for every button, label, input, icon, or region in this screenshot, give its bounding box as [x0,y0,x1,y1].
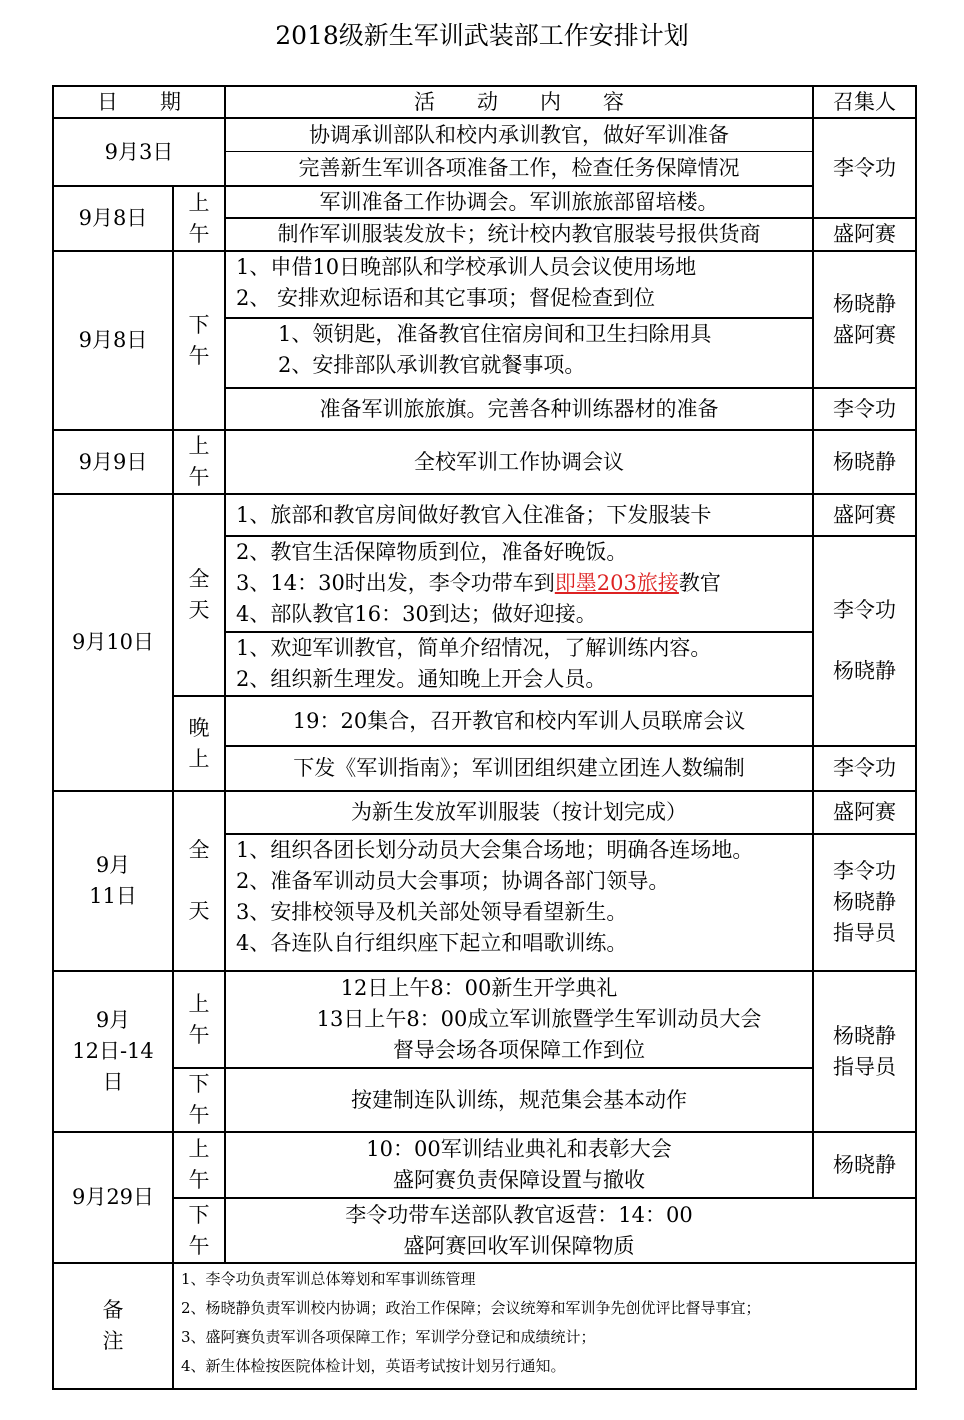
period-char: 下 [188,1072,210,1096]
task-line: 13日上午8：00成立军训旅暨学生军训动员大会 [316,1007,762,1031]
task-line: 4、部队教官16：30到达；做好迎接。 [236,602,597,626]
period-char: 午 [188,221,210,246]
task-0908am-2: 制作军训服装发放卡；统计校内教官服装号报供货商 [277,222,761,246]
task-line: 盛阿赛回收军训保障物质 [403,1233,635,1258]
date-line: 9月 [95,853,131,877]
persons-0908pm [814,252,915,387]
date-0903: 9月3日 [104,139,174,164]
task-line: 李令功带车送部队教官返营：14：00 [345,1202,693,1227]
period-char: 上 [188,1137,210,1161]
header-content: 活 动 内 容 [414,89,624,114]
person-0911-1: 盛阿赛 [833,800,896,824]
task-0912-pm: 按建制连队训练，规范集会基本动作 [351,1087,687,1112]
person-name: 指导员 [833,921,896,945]
notes-label [54,1264,172,1388]
notes-label-char: 备 [102,1298,124,1322]
page-title: 2018级新生军训武装部工作安排计划 [275,21,689,50]
person-0910-1: 盛阿赛 [833,502,896,527]
note-line: 2、杨晓静负责军训校内协调；政治工作保障；会议统筹和军训争先创优评比督导事宜； [181,1299,761,1317]
task-line: 督导会场各项保障工作到位 [393,1038,645,1062]
task-line: 1、组织各团长划分动员大会集合场地；明确各连场地。 [236,838,754,862]
date-line: 9月 [95,1008,131,1032]
period-0912-am [174,972,224,1067]
period-0908-am [174,187,224,250]
persons-0912 [814,972,915,1131]
task-line [236,568,721,599]
person-name: 指导员 [833,1054,896,1079]
task-block-0912-am [226,972,812,1067]
period-0910-night [174,697,224,790]
person-0929-am: 杨晓静 [833,1152,896,1177]
date-line: 日 [102,1070,124,1094]
header-date: 日 期 [97,89,181,114]
period-char: 午 [188,1022,210,1047]
person-name: 李令功 [833,598,896,622]
period-0911 [174,792,224,970]
task-line: 4、各连队自行组织座下起立和唱歌训练。 [236,931,628,955]
task-0903-2: 完善新生军训各项准备工作，检查任务保障情况 [298,156,740,180]
task-text: 教官 [678,571,721,595]
task-line: 2、 安排欢迎标语和其它事项；督促检查到位 [236,286,656,310]
period-char: 下 [188,312,210,337]
person-0910-5: 李令功 [833,756,896,780]
period-char: 天 [188,899,210,923]
period-0910-day [174,495,224,695]
person-0909: 杨晓静 [833,449,896,474]
period-char: 午 [188,1103,210,1127]
period-char: 午 [188,1233,210,1258]
task-line: 10：00军训结业典礼和表彰大会 [366,1137,672,1161]
period-char: 午 [188,343,210,368]
person-0908pm-3: 李令功 [833,396,896,421]
task-line: 12日上午8：00新生开学典礼 [340,976,618,1000]
task-line: 2、准备军训动员大会事项；协调各部门领导。 [236,869,670,893]
location-link: 即墨203旅接 [554,571,679,595]
task-text: 3、14：30时出发，李令功带车到 [236,571,555,595]
notes-list [181,1265,761,1381]
task-0908am-1: 军训准备工作协调会。军训旅旅部留培楼。 [319,189,719,214]
person-name: 杨晓静 [833,659,896,683]
task-line: 2、安排部队承训教官就餐事项。 [278,353,586,377]
task-0910-4: 19：20集合，召开教官和校内军训人员联席会议 [292,708,746,733]
note-line: 4、新生体检按医院体检计划，英语考试按计划另行通知。 [181,1357,566,1375]
date-0912 [54,972,172,1131]
date-0908-pm: 9月8日 [78,328,148,352]
header-person: 召集人 [833,89,896,114]
task-block-0929-am [226,1133,812,1197]
person-name: 李令功 [833,859,896,883]
task-0909: 全校军训工作协调会议 [414,449,624,474]
period-char: 晚 [188,715,210,740]
task-line: 盛阿赛负责保障设置与撤收 [393,1168,645,1192]
period-char: 天 [188,598,210,622]
note-line: 3、盛阿赛负责军训各项保障工作；军训学分登记和成绩统计； [181,1328,596,1346]
period-char: 上 [188,190,210,215]
period-char: 午 [188,465,210,489]
period-0909 [174,431,224,493]
task-block-0911-2 [226,835,812,970]
task-0911-1: 为新生发放军训服装（按计划完成） [351,800,687,824]
period-char: 上 [188,746,210,771]
task-0908pm-3: 准备军训旅旅旗。完善各种训练器材的准备 [319,396,719,421]
period-char: 下 [188,1202,210,1227]
person-name: 杨晓静 [833,1023,896,1048]
period-char: 全 [188,838,210,862]
period-0908-pm [174,252,224,429]
person-0903: 李令功 [833,155,896,180]
task-0910-1: 1、旅部和教官房间做好教官入住准备；下发服装卡 [236,502,712,527]
notes-label-char: 注 [102,1329,124,1353]
period-char: 午 [188,1168,210,1192]
task-0903-1: 协调承训部队和校内承训教官，做好军训准备 [309,122,729,147]
task-block-0908pm-2 [226,319,812,387]
date-0929: 9月29日 [71,1185,155,1209]
period-0929-am [174,1133,224,1197]
persons-0910 [814,537,915,745]
period-char: 上 [188,991,210,1016]
task-line: 1、欢迎军训教官，简单介绍情况，了解训练内容。 [236,636,712,660]
date-line: 11日 [89,884,137,908]
persons-0911 [814,835,915,970]
task-line: 3、安排校领导及机关部处领导看望新生。 [236,900,628,924]
task-line: 2、教官生活保障物质到位，准备好晚饭。 [236,540,628,564]
task-block-0908pm-1 [226,252,812,317]
task-0910-5: 下发《军训指南》；军训团组织建立团连人数编制 [293,756,745,780]
date-0910: 9月10日 [71,630,155,654]
period-char: 全 [188,567,210,591]
task-line: 1、领钥匙，准备教官住宿房间和卫生扫除用具 [278,322,712,346]
date-0909: 9月9日 [78,449,148,474]
person-0908am-2: 盛阿赛 [833,222,896,246]
task-block-0910-2 [226,537,812,631]
period-0912-pm [174,1069,224,1131]
period-0929-pm [174,1199,224,1262]
date-line: 12日-14 [72,1039,154,1063]
person-name: 盛阿赛 [833,322,896,347]
task-block-0929-pm [226,1199,812,1262]
person-name: 杨晓静 [833,291,896,316]
period-char: 上 [188,434,210,458]
person-name: 杨晓静 [833,890,896,914]
task-line: 1、申借10日晚部队和学校承训人员会议使用场地 [236,255,697,279]
task-line: 2、组织新生理发。通知晚上开会人员。 [236,667,607,691]
task-block-0910-3 [226,633,812,695]
date-0908-am: 9月8日 [78,206,148,230]
note-line: 1、李令功负责军训总体筹划和军事训练管理 [181,1270,476,1288]
date-0911 [54,792,172,970]
